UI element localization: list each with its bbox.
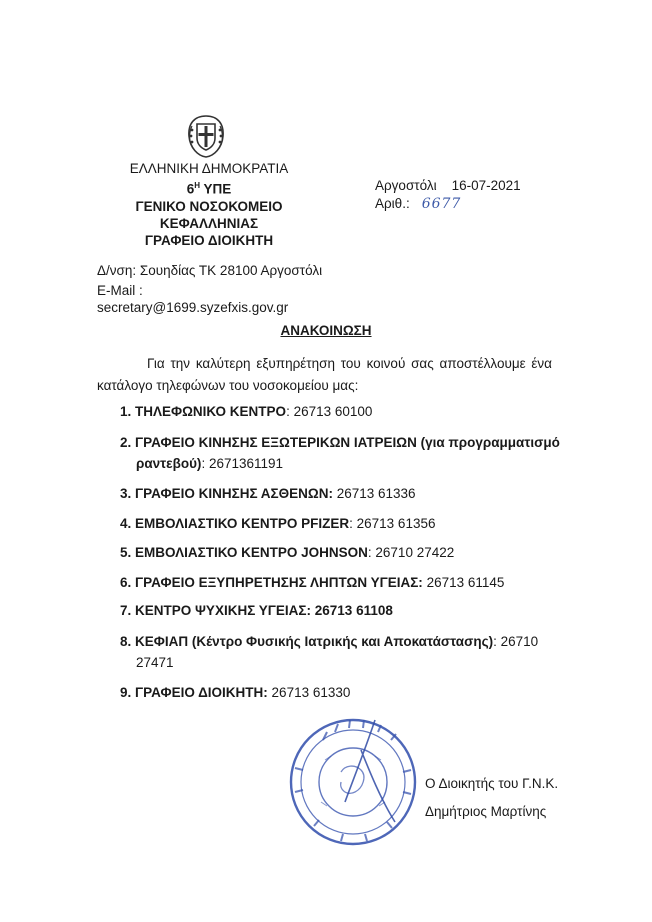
date-and-number [375,177,521,213]
email-address: secretary@1699.syzefxis.gov.gr [97,300,289,315]
address-block [97,262,322,316]
list-item: 4. ΕΜΒΟΛΙΑΣΤΙΚΟ ΚΕΝΤΡΟ PFIZER: 26713 61356 [120,516,436,531]
signature-block [425,770,558,826]
list-item: 2. ΓΡΑΦΕΙΟ ΚΙΝΗΣΗΣ ΕΞΩΤΕΡΙΚΩΝ ΙΑΤΡΕΙΩΝ (για προγραμματισμό ραντεβού): 2671361191 [120,435,560,471]
protocol-number: Αριθ.: 6677 [375,196,462,212]
list-item: 7. ΚΕΝΤΡΟ ΨΥΧΙΚΗΣ ΥΓΕΙΑΣ: 26713 61108 [120,603,393,618]
hospital-name-line2: ΚΕΦΑΛΛΗΝΙΑΣ [159,215,259,231]
list-item: 9. ΓΡΑΦΕΙΟ ΔΙΟΙΚΗΤΗ: 26713 61330 [120,685,351,700]
list-item: 3. ΓΡΑΦΕΙΟ ΚΙΝΗΣΗΣ ΑΣΘΕΝΩΝ: 26713 61336 [120,486,416,501]
list-item: 8. ΚΕΦΙΑΠ (Κέντρο Φυσικής Ιατρικής και Αποκατάστασης): 26710 27471 [120,634,539,670]
list-item: 1. ΤΗΛΕΦΩΝΙΚΟ ΚΕΝΤΡΟ: 26713 60100 [120,404,373,419]
document-title: ΑΝΑΚΟΙΝΩΣΗ [280,323,372,338]
health-region: $6^H$ ΥΠΕ [186,181,232,197]
intro-paragraph: Για την καλύτερη εξυπηρέτηση του κοινού σας αποστέλλουμε ένα κατάλογο τηλεφώνων του νοσοκομείου μας: [97,356,552,393]
hospital-name-line1: ΓΕΝΙΚΟ ΝΟΣΟΚΟΜΕΙΟ [135,198,283,214]
email-label: E-Mail : [97,283,143,298]
greek-coat-of-arms-icon [180,110,232,162]
list-item: 5. ΕΜΒΟΛΙΑΣΤΙΚΟ ΚΕΝΤΡΟ JOHNSON: 26710 27422 [120,545,455,560]
office-name: ΓΡΑΦΕΙΟ ΔΙΟΙΚΗΤΗ [144,232,274,248]
place-date: Αργοστόλι 16-07-2021 [375,178,521,193]
sender-header [104,160,314,249]
official-stamp-icon [283,710,423,850]
handwritten-number: 6677 [421,196,462,212]
list-item: 6. ΓΡΑΦΕΙΟ ΕΞΥΠΗΡΕΤΗΣΗΣ ΛΗΠΤΩΝ ΥΓΕΙΑΣ: 26713 61145 [120,575,505,590]
address-line: Δ/νση: Σουηδίας ΤΚ 28100 Αργοστόλι [97,263,323,278]
signatory-name: Δημήτριος Μαρτίνης [425,804,547,819]
signatory-role: Ο Διοικητής του Γ.Ν.Κ. [425,776,559,791]
country-name: ΕΛΛΗΝΙΚΗ ΔΗΜΟΚΡΑΤΙΑ [129,161,289,176]
